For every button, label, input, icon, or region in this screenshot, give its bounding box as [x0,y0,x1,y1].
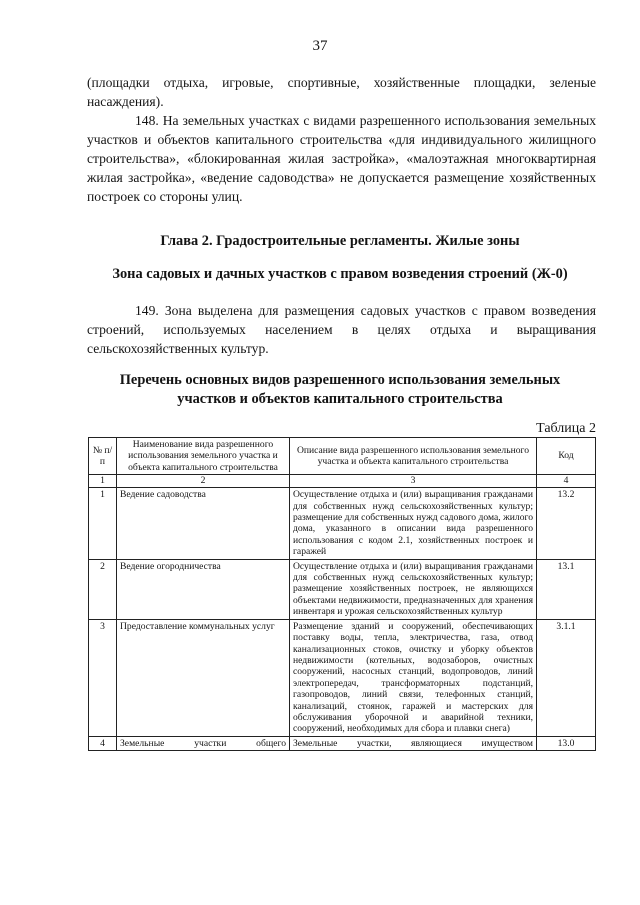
row-name: Ведение огородничества [117,559,290,619]
row-name: Земельные участки общего [117,736,290,750]
row-num: 1 [89,488,117,559]
column-index-row [89,475,596,488]
paragraph-149: 149. Зона выделена для размещения садовых участков с правом возведения строений, используемых населением в целях отдыха и выращивания сельскохозяйственных культур. [87,303,596,356]
chapter-heading: Глава 2. Градостроительные регламенты. Жилые зоны [160,233,520,249]
paragraph-continuation: (площадки отдыха, игровые, спортивные, хозяйственные площадки, зеленые насаждения). [87,75,596,109]
column-index: 1 [89,475,117,488]
row-description: Размещение зданий и сооружений, обеспечивающих поставку воды, тепла, электричества, газа, отвод канализационных стоков, очистку и уборку объектов недвижимости (котельных, водозаборов, очистных сооружений, насосных станций, водопроводов, линий электропередач, трансформаторных подстанций, газопроводов, линий связи, телефонных станций, канализаций, стоянок, гаражей и мастерских для обслуживания уборочной и аварийной техники, сооружений, необходимых для сбора и плавки снега) [290,619,537,736]
row-description: Осуществление отдыха и (или) выращивания гражданами для собственных нужд сельскохозяйственных культур; размещение для собственных нужд садового дома, жилого дома, указанного в описании вида разрешенного использования с кодом 2.1, хозяйственных построек и гаражей [290,488,537,559]
row-name: Ведение садоводства [117,488,290,559]
row-description: Осуществление отдыха и (или) выращивания гражданами для собственных нужд сельскохозяйственных культур; размещение хозяйственных построек, не являющихся объектами недвижимости, предназначенных для хранения инвентаря и урожая сельскохозяйственных культур [290,559,537,619]
column-index: 3 [290,475,537,488]
land-use-table [88,437,596,751]
row-num: 3 [89,619,117,736]
table-row [89,488,596,559]
row-description: Земельные участки, являющиеся имуществом [290,736,537,750]
column-index: 2 [117,475,290,488]
list-heading-line2: участков и объектов капитального строительства [177,391,503,407]
table-row [89,619,596,736]
table-header-row [89,438,596,475]
row-name: Предоставление коммунальных услуг [117,619,290,736]
column-index: 4 [537,475,596,488]
table-row [89,736,596,750]
page-number: 37 [312,38,328,54]
table-caption: Таблица 2 [536,421,596,436]
zone-heading: Зона садовых и дачных участков с правом возведения строений (Ж-0) [112,266,568,282]
row-num: 4 [89,736,117,750]
list-heading-line1: Перечень основных видов разрешенного использования земельных [119,372,561,388]
row-num: 2 [89,559,117,619]
header-description: Описание вида разрешенного использования земельного участка и объекта капитального строительства [290,438,537,475]
paragraph-148: 148. На земельных участках с видами разрешенного использования земельных участков и объектов капитального строительства «для индивидуального жилищного строительства», «блокированная жилая застройка», «малоэтажная многоквартирная жилая застройка», «ведение садоводства» не допускается размещение хозяйственных построек со стороны улиц. [87,113,596,204]
row-code: 13.1 [537,559,596,619]
header-name: Наименование вида разрешенного использования земельного участка и объекта капитального строительства [117,438,290,475]
header-code: Код [537,438,596,475]
row-code: 13.0 [537,736,596,750]
row-code: 13.2 [537,488,596,559]
header-num: № п/п [89,438,117,475]
table-row [89,559,596,619]
row-code: 3.1.1 [537,619,596,736]
